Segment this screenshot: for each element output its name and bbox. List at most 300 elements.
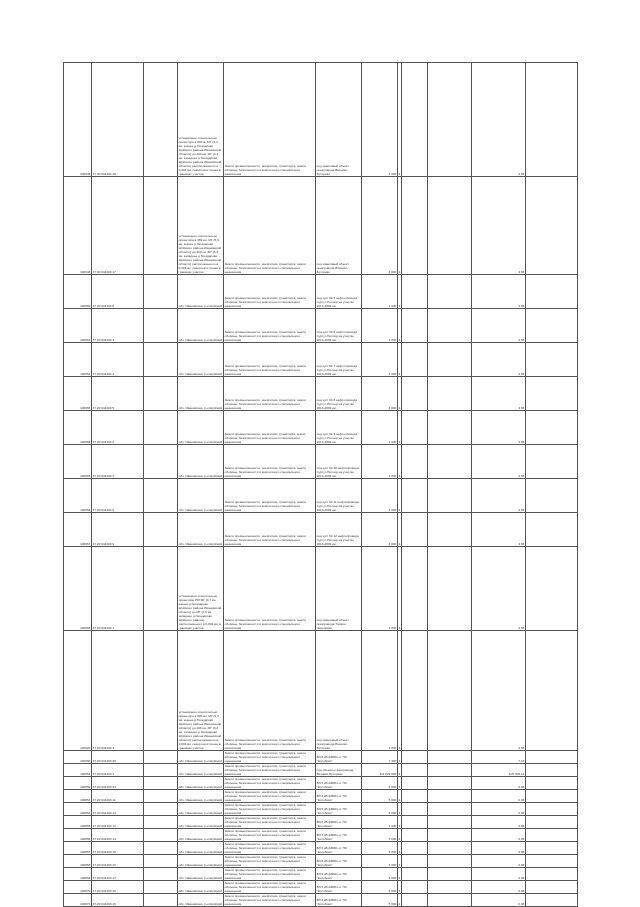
empty-cell	[402, 343, 428, 377]
empty-cell	[428, 445, 472, 479]
tax-amount: 4,65	[472, 63, 526, 177]
rate-value: 4	[398, 777, 402, 790]
tax-amount: 4,65	[472, 411, 526, 445]
empty-cell	[402, 377, 428, 411]
empty-cell	[428, 177, 472, 275]
land-category: Земли промышленности, энергетики, транспорта, земли обороны, безопасности и земли иного специального назначения	[224, 790, 316, 803]
area-value: 4 000	[362, 445, 398, 479]
empty-cell	[144, 803, 178, 816]
tax-amount: 0,06	[472, 803, 526, 816]
empty-cell	[144, 751, 178, 764]
row-number: 100856	[64, 829, 92, 842]
permitted-use: под куст № 10 нефтепровода Сургут-Полоцк на участке 2013-2009 км.	[316, 445, 362, 479]
empty-cell	[428, 275, 472, 309]
empty-cell	[402, 63, 428, 177]
empty-cell	[402, 631, 428, 751]
location-description: обл. Ивановская, р-н Шуйский	[178, 816, 224, 829]
location-description: обл. Ивановская, р-н Шуйский	[178, 764, 224, 777]
empty-cell	[428, 816, 472, 829]
empty-cell	[428, 411, 472, 445]
empty-cell	[402, 868, 428, 881]
empty-cell	[402, 547, 428, 631]
empty-cell	[144, 790, 178, 803]
row-number: 100945	[64, 63, 92, 177]
location-description: обл. Ивановская, р-н Шуйский	[178, 855, 224, 868]
tax-amount: 4,65	[472, 479, 526, 513]
area-value: 5 000	[362, 881, 398, 894]
rate-value: 4	[398, 751, 402, 764]
empty-cell	[402, 275, 428, 309]
land-category: Земли промышленности, энергетики, транспорта, земли обороны, безопасности и земли иного специального назначения	[224, 377, 316, 411]
empty-cell	[526, 816, 578, 829]
location-description: обл. Ивановская, р-н Шуйский	[178, 751, 224, 764]
area-value: 5 000	[362, 855, 398, 868]
row-number: 100853	[64, 790, 92, 803]
permitted-use: под кранповый объект газопровода Вязники-Буторево	[316, 63, 362, 177]
empty-cell	[402, 855, 428, 868]
empty-cell	[144, 547, 178, 631]
permitted-use: под кранповый объект газопровода Вязники-Буторево	[316, 177, 362, 275]
cadastral-number: 37:20:044404:6	[92, 479, 144, 513]
empty-cell	[428, 377, 472, 411]
empty-cell	[144, 816, 178, 829]
land-category: Земли промышленности, энергетики, транспорта, земли обороны, безопасности и земли иного специального назначения	[224, 631, 316, 751]
land-category: Земли промышленности, энергетики, транспорта, земли обороны, безопасности и земли иного специального назначения	[224, 275, 316, 309]
area-value: 7 400	[362, 751, 398, 764]
empty-cell	[428, 343, 472, 377]
table-row	[64, 377, 578, 411]
empty-cell	[526, 881, 578, 894]
tax-amount: 4,65	[472, 631, 526, 751]
table-row	[64, 343, 578, 377]
table-row	[64, 445, 578, 479]
tax-amount: 4,65	[472, 377, 526, 411]
empty-cell	[144, 377, 178, 411]
location-description: обл. Ивановская, р-н Шуйский	[178, 309, 224, 343]
empty-cell	[526, 309, 578, 343]
empty-cell	[526, 479, 578, 513]
permitted-use: под объекты газопровода Вязники-Буторево	[316, 764, 362, 777]
rate-value: 4	[398, 479, 402, 513]
empty-cell	[402, 803, 428, 816]
land-category: Земли промышленности, энергетики, транспорта, земли обороны, безопасности и земли иного специального назначения	[224, 751, 316, 764]
rate-value: 4	[398, 63, 402, 177]
location-description: установлено относительно ориентира в 900 км. МГ (9,3 км. южнее д.Гвоздарово Шуйского района Ивановской области) до 200 км. МГ (3,3 км. западнее д.Гвоздарово Шуйского района Ивановской области) расположенного в 0,004 км. северо-восточнее в границах участка	[178, 631, 224, 751]
cadastral-number: 37:20:044403:17	[92, 868, 144, 881]
table-row	[64, 177, 578, 275]
cadastral-number: 37:20:044404:9	[92, 513, 144, 547]
area-value: 111 629 000	[362, 764, 398, 777]
empty-cell	[402, 816, 428, 829]
cadastral-number: 37:20:044404:3	[92, 631, 144, 751]
empty-cell	[526, 547, 578, 631]
empty-cell	[144, 842, 178, 855]
rate-value: 4	[398, 764, 402, 777]
location-description: обл. Ивановская, р-н Шуйский	[178, 777, 224, 790]
empty-cell	[402, 479, 428, 513]
table-row	[64, 513, 578, 547]
rate-value: 4	[398, 790, 402, 803]
permitted-use: ВЛ 6 кВ ф8001 от ПС "Колобово"	[316, 751, 362, 764]
table-row	[64, 309, 578, 343]
table-row	[64, 829, 578, 842]
rate-value: 4	[398, 445, 402, 479]
table-row	[64, 790, 578, 803]
location-description: обл. Ивановская, р-н Шуйский	[178, 411, 224, 445]
table-row	[64, 881, 578, 894]
cadastral-number: 37:20:044403:1	[92, 764, 144, 777]
empty-cell	[428, 764, 472, 777]
table-row	[64, 816, 578, 829]
row-number: 100951	[64, 764, 92, 777]
row-number: 100955	[64, 377, 92, 411]
permitted-use: ВЛ 6 кВ ф8001 от ПС "Колобово"	[316, 894, 362, 907]
row-number: 100953	[64, 343, 92, 377]
location-description: обл. Ивановская, р-н Шуйский	[178, 275, 224, 309]
land-category: Земли промышленности, энергетики, транспорта, земли обороны, безопасности и земли иного специального назначения	[224, 513, 316, 547]
empty-cell	[428, 513, 472, 547]
empty-cell	[144, 764, 178, 777]
table-row	[64, 411, 578, 445]
tax-amount: 0,06	[472, 829, 526, 842]
permitted-use: ВЛ 6 кВ ф8001 от ПС "Колобово"	[316, 855, 362, 868]
rate-value: 4	[398, 894, 402, 907]
area-value: 5 000	[362, 777, 398, 790]
location-description: обл. Ивановская, р-н Шуйский	[178, 829, 224, 842]
rate-value: 4	[398, 842, 402, 855]
location-description: установлено относительно ориентира 250 МГ (0,7 км. южнее д.Гвоздарово Шуйского района Ивановской области) до МГ (0,9 км. западнее д.Гвоздарово Шуйского района) расположенного в 0,004 км. в границах участка	[178, 547, 224, 631]
land-register-table	[63, 62, 578, 907]
location-description: обл. Ивановская, р-н Шуйский	[178, 803, 224, 816]
area-value: 5 000	[362, 829, 398, 842]
area-value: 4 000	[362, 411, 398, 445]
area-value: 5 000	[362, 842, 398, 855]
location-description: обл. Ивановская, р-н Шуйский	[178, 479, 224, 513]
cadastral-number: 37:20:044404:4	[92, 343, 144, 377]
land-category: Земли промышленности, энергетики, транспорта, земли обороны, безопасности и земли иного специального назначения	[224, 855, 316, 868]
empty-cell	[402, 309, 428, 343]
tax-amount: 105 305,12	[472, 764, 526, 777]
land-category: Земли промышленности, энергетики, транспорта, земли обороны, безопасности и земли иного специального назначения	[224, 842, 316, 855]
tax-amount: 4,65	[472, 177, 526, 275]
empty-cell	[402, 445, 428, 479]
land-category: Земли промышленности, энергетики, транспорта, земли обороны, безопасности и земли иного специального назначения	[224, 445, 316, 479]
table-row	[64, 842, 578, 855]
rate-value: 4	[398, 177, 402, 275]
tax-amount: 4,65	[472, 275, 526, 309]
area-value: 4 000	[362, 631, 398, 751]
cadastral-number: 37:20:044403:15	[92, 842, 144, 855]
area-value: 4 000	[362, 377, 398, 411]
permitted-use: под кранповый объект газопровода Торжок-Череповец	[316, 547, 362, 631]
row-number: 100958	[64, 547, 92, 631]
permitted-use: под куст № 5 нефтепровода Сургут-Полоцк на участке 2013-2009 км.	[316, 275, 362, 309]
empty-cell	[144, 63, 178, 177]
empty-cell	[428, 547, 472, 631]
empty-cell	[526, 790, 578, 803]
table-row	[64, 777, 578, 790]
area-value: 4 000	[362, 547, 398, 631]
empty-cell	[526, 842, 578, 855]
empty-cell	[402, 777, 428, 790]
cadastral-number: 37:20:044404:2	[92, 411, 144, 445]
rate-value: 4	[398, 855, 402, 868]
cadastral-number: 37:20:044403:18	[92, 881, 144, 894]
empty-cell	[428, 803, 472, 816]
area-value: 4 000	[362, 275, 398, 309]
empty-cell	[144, 411, 178, 445]
row-number: 100951	[64, 309, 92, 343]
empty-cell	[428, 309, 472, 343]
land-category: Земли промышленности, энергетики, транспорта, земли обороны, безопасности и земли иного специального назначения	[224, 894, 316, 907]
empty-cell	[526, 855, 578, 868]
area-value: 4 000	[362, 343, 398, 377]
land-category: Земли промышленности, энергетики, транспорта, земли обороны, безопасности и земли иного специального назначения	[224, 881, 316, 894]
empty-cell	[428, 868, 472, 881]
row-number: 100948	[64, 177, 92, 275]
empty-cell	[526, 777, 578, 790]
permitted-use: под куст № 9 нефтепровода Сургут-Полоцк на участке 2013-2009 км.	[316, 411, 362, 445]
location-description: обл. Ивановская, р-н Шуйский	[178, 868, 224, 881]
location-description: обл. Ивановская, р-н Шуйский	[178, 513, 224, 547]
empty-cell	[428, 631, 472, 751]
empty-cell	[526, 445, 578, 479]
rate-value: 4	[398, 829, 402, 842]
rate-value: 4	[398, 868, 402, 881]
land-category: Земли промышленности, энергетики, транспорта, земли обороны, безопасности и земли иного специального назначения	[224, 177, 316, 275]
permitted-use: под куст № 6 нефтепровода Сургут-Полоцк на участке 2013-2009 км.	[316, 309, 362, 343]
cadastral-number: 37:20:044403:46	[92, 751, 144, 764]
permitted-use: под куст № 11 нефтепровода Сургут-Полоцк на участке 2013-2009 км.	[316, 479, 362, 513]
empty-cell	[144, 855, 178, 868]
empty-cell	[428, 63, 472, 177]
empty-cell	[144, 777, 178, 790]
location-description: обл. Ивановская, р-н Шуйский	[178, 445, 224, 479]
area-value: 5 000	[362, 790, 398, 803]
table-row	[64, 479, 578, 513]
cadastral-number: 37:20:044403:16	[92, 855, 144, 868]
area-value: 5 000	[362, 868, 398, 881]
cadastral-number: 37:20:044403:14	[92, 829, 144, 842]
tax-amount: 4,65	[472, 343, 526, 377]
land-category: Земли промышленности, энергетики, транспорта, земли обороны, безопасности и земли иного специального назначения	[224, 868, 316, 881]
rate-value: 4	[398, 275, 402, 309]
empty-cell	[526, 411, 578, 445]
location-description: обл. Ивановская, р-н Шуйский	[178, 881, 224, 894]
tax-amount: 4,65	[472, 445, 526, 479]
table-body	[64, 63, 578, 907]
table-row	[64, 631, 578, 751]
permitted-use: под кранповый объект газопровода Вязники-Буторево	[316, 631, 362, 751]
permitted-use: ВЛ 6 кВ ф8001 от ПС "Колобово"	[316, 777, 362, 790]
location-description: обл. Ивановская, р-н Шуйский	[178, 842, 224, 855]
rate-value: 4	[398, 309, 402, 343]
rate-value: 4	[398, 411, 402, 445]
empty-cell	[402, 764, 428, 777]
empty-cell	[402, 177, 428, 275]
rate-value: 4	[398, 803, 402, 816]
empty-cell	[526, 764, 578, 777]
permitted-use: ВЛ 6 кВ ф8001 от ПС "Колобово"	[316, 803, 362, 816]
empty-cell	[402, 513, 428, 547]
empty-cell	[526, 631, 578, 751]
empty-cell	[144, 275, 178, 309]
empty-cell	[526, 177, 578, 275]
row-number: 100858	[64, 855, 92, 868]
permitted-use: под куст № 8 нефтепровода Сургут-Полоцк на участке 2013-2009 км.	[316, 377, 362, 411]
area-value: 4 000	[362, 513, 398, 547]
area-value: 5 000	[362, 803, 398, 816]
row-number: 100956	[64, 479, 92, 513]
empty-cell	[526, 63, 578, 177]
tax-amount: 4,65	[472, 547, 526, 631]
permitted-use: ВЛ 6 кВ ф8001 от ПС "Колобово"	[316, 816, 362, 829]
permitted-use: под куст № 12 нефтепровода Сургут-Полоцк на участке 2013-2009 км.	[316, 513, 362, 547]
rate-value: 4	[398, 631, 402, 751]
land-category: Земли промышленности, энергетики, транспорта, земли обороны, безопасности и земли иного специального назначения	[224, 63, 316, 177]
table-row	[64, 751, 578, 764]
empty-cell	[402, 829, 428, 842]
empty-cell	[428, 881, 472, 894]
tax-amount: 4,65	[472, 513, 526, 547]
cadastral-number: 37:20:044403:11	[92, 790, 144, 803]
cadastral-number: 37:20:044404:3	[92, 309, 144, 343]
row-number: 100950	[64, 751, 92, 764]
empty-cell	[144, 513, 178, 547]
row-number: 100950	[64, 275, 92, 309]
empty-cell	[428, 479, 472, 513]
land-category: Земли промышленности, энергетики, транспорта, земли обороны, безопасности и земли иного специального назначения	[224, 479, 316, 513]
row-number: 100857	[64, 842, 92, 855]
cadastral-number: 37:20:044403:12	[92, 816, 144, 829]
empty-cell	[526, 829, 578, 842]
permitted-use: ВЛ 6 кВ ф8001 от ПС "Колобово"	[316, 842, 362, 855]
table-row	[64, 764, 578, 777]
tax-amount: 4,65	[472, 309, 526, 343]
location-description: установлено относительно ориентира в 369 км. МГ (5,9 км. южнее д.Гвоздарово Шуйского района Ивановской области) до 200 км. МГ (5,3 км. западнее д.Гвоздарово Шуйского района Ивановской области) расположенного в 0,004 км. северо-восточнее в границах участка	[178, 177, 224, 275]
area-value: 4 000	[362, 63, 398, 177]
rate-value: 4	[398, 513, 402, 547]
empty-cell	[526, 377, 578, 411]
tax-amount: 0,06	[472, 881, 526, 894]
table-row	[64, 275, 578, 309]
permitted-use: ВЛ 6 кВ ф8001 от ПС "Колобово"	[316, 790, 362, 803]
land-category: Земли промышленности, энергетики, транспорта, земли обороны, безопасности и земли иного специального назначения	[224, 803, 316, 816]
row-number: 100854	[64, 803, 92, 816]
land-category: Земли промышленности, энергетики, транспорта, земли обороны, безопасности и земли иного специального назначения	[224, 343, 316, 377]
location-description: установлено относительно ориентира в 900 м. МТ (9,3 км. южнее д.Гвоздарово Шуйского района Ивановской области) до 200 км. МГ (3,3 км. западнее д.Гвоздарово Шуйского района Ивановской области) расположенного в 0,004 км. северо-восточнее в границах участка	[178, 63, 224, 177]
empty-cell	[526, 803, 578, 816]
table-row	[64, 63, 578, 177]
empty-cell	[144, 445, 178, 479]
area-value: 5 000	[362, 816, 398, 829]
cadastral-number: 37:30:044404:48	[92, 63, 144, 177]
cadastral-number: 37:20:044403:19	[92, 894, 144, 907]
row-number: 100870	[64, 881, 92, 894]
empty-cell	[144, 343, 178, 377]
tax-amount: 0,06	[472, 842, 526, 855]
empty-cell	[144, 881, 178, 894]
cadastral-number: 37:20:044404:1	[92, 547, 144, 631]
rate-value: 4	[398, 881, 402, 894]
empty-cell	[526, 343, 578, 377]
empty-cell	[402, 790, 428, 803]
area-value: 4 000	[362, 309, 398, 343]
empty-cell	[144, 309, 178, 343]
rate-value: 4	[398, 377, 402, 411]
land-category: Земли промышленности, энергетики, транспорта, земли обороны, безопасности и земли иного специального назначения	[224, 764, 316, 777]
row-number: 100955	[64, 445, 92, 479]
rate-value: 4	[398, 547, 402, 631]
empty-cell	[402, 411, 428, 445]
tax-amount: 0,06	[472, 816, 526, 829]
row-number: 100954	[64, 411, 92, 445]
cadastral-number: 37:20:044404:5	[92, 377, 144, 411]
land-category: Земли промышленности, энергетики, транспорта, земли обороны, безопасности и земли иного специального назначения	[224, 777, 316, 790]
location-description: обл. Ивановская, р-н Шуйский	[178, 790, 224, 803]
cadastral-number: 37:20:044403:34	[92, 777, 144, 790]
permitted-use: ВЛ 6 кВ ф8001 от ПС "Колобово"	[316, 881, 362, 894]
empty-cell	[526, 868, 578, 881]
permitted-use: под куст № 7 нефтепровода Сургут-Полоцк на участке 2013-2009 км.	[316, 343, 362, 377]
tax-amount: 0,06	[472, 777, 526, 790]
empty-cell	[428, 777, 472, 790]
empty-cell	[526, 275, 578, 309]
tax-amount: 0,06	[472, 790, 526, 803]
tax-amount: 0,06	[472, 894, 526, 907]
empty-cell	[428, 751, 472, 764]
empty-cell	[428, 842, 472, 855]
permitted-use: ВЛ 6 кВ ф8001 от ПС "Колобово"	[316, 868, 362, 881]
empty-cell	[144, 177, 178, 275]
cadastral-number: 37:20:044404:7	[92, 445, 144, 479]
table-row	[64, 855, 578, 868]
location-description: обл. Ивановская, р-н Шуйский	[178, 377, 224, 411]
table-row	[64, 868, 578, 881]
area-value: 4 000	[362, 479, 398, 513]
empty-cell	[526, 751, 578, 764]
row-number: 100869	[64, 868, 92, 881]
cadastral-number: 37:30:044404:17	[92, 177, 144, 275]
tax-amount: 0,06	[472, 868, 526, 881]
rate-value: 4	[398, 343, 402, 377]
location-description: обл. Ивановская, р-н Шуйский	[178, 343, 224, 377]
empty-cell	[428, 829, 472, 842]
empty-cell	[144, 868, 178, 881]
empty-cell	[402, 881, 428, 894]
location-description: обл. Ивановская, р-н Шуйский	[178, 894, 224, 907]
empty-cell	[402, 751, 428, 764]
rate-value: 4	[398, 816, 402, 829]
empty-cell	[144, 631, 178, 751]
empty-cell	[526, 513, 578, 547]
land-category: Земли промышленности, энергетики, транспорта, земли обороны, безопасности и земли иного специального назначения	[224, 829, 316, 842]
land-category: Земли промышленности, энергетики, транспорта, земли обороны, безопасности и земли иного специального назначения	[224, 816, 316, 829]
row-number: 100871	[64, 894, 92, 907]
cadastral-number: 37:20:044403:13	[92, 803, 144, 816]
tax-amount: 7,15	[472, 751, 526, 764]
empty-cell	[144, 479, 178, 513]
row-number: 100957	[64, 513, 92, 547]
area-value: 5 000	[362, 894, 398, 907]
land-category: Земли промышленности, энергетики, транспорta, земли обороны, безопасности и земли иного специального назначения	[224, 411, 316, 445]
empty-cell	[144, 829, 178, 842]
empty-cell	[428, 790, 472, 803]
tax-amount: 0,06	[472, 855, 526, 868]
land-category: Земли промышленности, энергетики, транспорта, земли обороны, безопасности и земли иного специального назначения	[224, 309, 316, 343]
table-row	[64, 803, 578, 816]
cadastral-number: 37:20:044404:8	[92, 275, 144, 309]
